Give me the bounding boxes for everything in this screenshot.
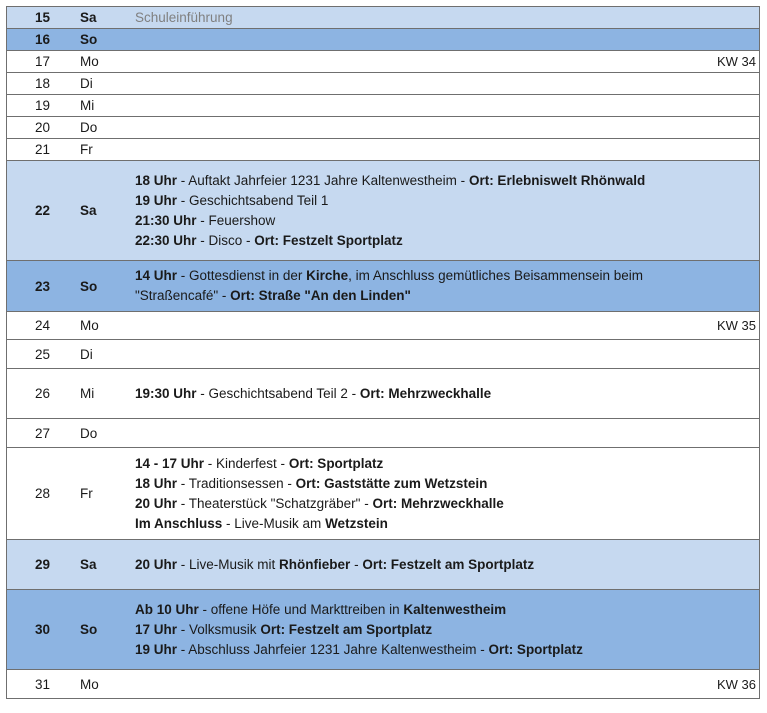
event-highlight: Ort: Gaststätte zum Wetzstein xyxy=(295,475,488,491)
day-number: 18 xyxy=(7,73,79,95)
event-highlight: 20 Uhr xyxy=(135,556,178,572)
day-number: 19 xyxy=(7,95,79,117)
event-highlight: Ort: Mehrzweckhalle xyxy=(359,385,492,401)
event-highlight: 17 Uhr xyxy=(135,621,178,637)
event-highlight: 18 Uhr xyxy=(135,172,178,188)
event-highlight: 18 Uhr xyxy=(135,475,178,491)
event-text: - Feuershow xyxy=(196,212,276,228)
weekday: So xyxy=(78,590,132,670)
day-number: 28 xyxy=(7,448,79,540)
event-line xyxy=(135,171,756,191)
event-line xyxy=(135,231,756,251)
event-text: - Traditionsessen - xyxy=(177,475,296,491)
calendar-row xyxy=(7,369,760,419)
event-highlight: 14 - 17 Uhr xyxy=(135,455,205,471)
event-description xyxy=(132,73,760,95)
event-line xyxy=(135,211,756,231)
event-highlight: Ort: Sportplatz xyxy=(488,641,583,657)
event-highlight: Ort: Mehrzweckhalle xyxy=(372,495,504,511)
event-highlight: Ort: Straße "An den Linden" xyxy=(230,288,411,303)
event-text: "Straßencafé" - xyxy=(135,288,231,303)
event-highlight: Im Anschluss xyxy=(135,515,223,531)
event-text: - Theaterstück "Schatzgräber" - xyxy=(177,495,373,511)
event-highlight: 19 Uhr xyxy=(135,641,178,657)
weekday: Mo xyxy=(78,312,132,340)
event-text: - Kinderfest - xyxy=(204,455,289,471)
event-line xyxy=(135,266,756,286)
calendar-row xyxy=(7,117,760,139)
weekday: Do xyxy=(78,419,132,448)
calendar-row xyxy=(7,29,760,51)
calendar-row xyxy=(7,139,760,161)
day-number: 27 xyxy=(7,419,79,448)
event-calendar-table xyxy=(6,6,760,699)
calendar-week-label: KW 36 xyxy=(716,676,756,692)
event-line xyxy=(135,600,756,620)
weekday: Di xyxy=(78,340,132,369)
day-number: 21 xyxy=(7,139,79,161)
event-text: - Disco - xyxy=(196,232,255,248)
event-line xyxy=(135,384,756,404)
event-highlight: Wetzstein xyxy=(325,515,388,531)
weekday: Mo xyxy=(78,51,132,73)
weekday: So xyxy=(78,29,132,51)
weekday: Fr xyxy=(78,139,132,161)
day-number: 17 xyxy=(7,51,79,73)
event-text: - Geschichtsabend Teil 1 xyxy=(177,192,329,208)
event-highlight: Ort: Festzelt Sportplatz xyxy=(254,232,403,248)
event-text: - Abschluss Jahrfeier 1231 Jahre Kaltenwestheim - xyxy=(177,641,489,657)
event-highlight: Ab 10 Uhr xyxy=(135,601,199,617)
event-description xyxy=(132,95,760,117)
event-description xyxy=(132,261,760,312)
day-number: 16 xyxy=(7,29,79,51)
day-number: 31 xyxy=(7,670,79,699)
event-description xyxy=(132,51,760,73)
event-highlight: Ort: Erlebniswelt Rhönwald xyxy=(468,172,646,188)
event-description xyxy=(132,448,760,540)
calendar-row xyxy=(7,95,760,117)
calendar-row xyxy=(7,312,760,340)
event-highlight: Kaltenwestheim xyxy=(403,601,507,617)
day-number: 29 xyxy=(7,540,79,590)
calendar-row xyxy=(7,419,760,448)
event-text: , im Anschluss gemütliches Beisammensein beim xyxy=(348,268,643,283)
event-line xyxy=(135,191,756,211)
event-highlight: Ort: Festzelt am Sportplatz xyxy=(260,621,433,637)
event-text: - Auftakt Jahrfeier 1231 Jahre Kaltenwestheim - xyxy=(177,172,469,188)
event-description xyxy=(132,369,760,419)
event-description xyxy=(132,540,760,590)
calendar-week-label: KW 34 xyxy=(716,54,756,69)
calendar-row xyxy=(7,51,760,73)
event-highlight: Ort: Sportplatz xyxy=(288,455,384,471)
day-note: Schuleinführung xyxy=(135,10,233,25)
calendar-row xyxy=(7,161,760,261)
calendar-row xyxy=(7,7,760,29)
event-line xyxy=(135,555,756,575)
calendar-row xyxy=(7,340,760,369)
event-description xyxy=(132,139,760,161)
event-highlight: 19:30 Uhr xyxy=(135,385,197,401)
calendar-row xyxy=(7,670,760,699)
weekday: Mi xyxy=(78,95,132,117)
event-description xyxy=(132,340,760,369)
event-text: - Live-Musik mit xyxy=(177,556,280,572)
event-highlight: 14 Uhr xyxy=(135,268,178,283)
day-number: 26 xyxy=(7,369,79,419)
day-number: 30 xyxy=(7,590,79,670)
weekday: Fr xyxy=(78,448,132,540)
day-number: 23 xyxy=(7,261,79,312)
event-highlight: 22:30 Uhr xyxy=(135,232,197,248)
weekday: Di xyxy=(78,73,132,95)
day-number: 20 xyxy=(7,117,79,139)
event-description xyxy=(132,312,760,340)
event-highlight: 20 Uhr xyxy=(135,495,178,511)
calendar-row xyxy=(7,540,760,590)
weekday: Mo xyxy=(78,670,132,699)
event-highlight: Kirche xyxy=(306,268,349,283)
weekday: Mi xyxy=(78,369,132,419)
event-description xyxy=(132,29,760,51)
day-number: 22 xyxy=(7,161,79,261)
calendar-week-label: KW 35 xyxy=(716,318,756,333)
weekday: Do xyxy=(78,117,132,139)
calendar-row xyxy=(7,590,760,670)
event-description xyxy=(132,590,760,670)
event-line xyxy=(135,474,756,494)
event-line xyxy=(135,286,756,306)
calendar-row xyxy=(7,448,760,540)
event-line xyxy=(135,620,756,640)
event-highlight: 19 Uhr xyxy=(135,192,178,208)
calendar-row xyxy=(7,73,760,95)
day-number: 15 xyxy=(7,7,79,29)
event-line xyxy=(135,514,756,534)
event-description xyxy=(132,670,760,699)
event-highlight: Ort: Festzelt am Sportplatz xyxy=(362,556,535,572)
calendar-row xyxy=(7,261,760,312)
event-text: - Volksmusik xyxy=(177,621,261,637)
event-description xyxy=(132,7,760,29)
event-text: - xyxy=(350,556,363,572)
weekday: So xyxy=(78,261,132,312)
weekday: Sa xyxy=(78,7,132,29)
event-text: - offene Höfe und Markttreiben in xyxy=(198,601,404,617)
event-highlight: 21:30 Uhr xyxy=(135,212,197,228)
event-highlight: Rhönfieber xyxy=(279,556,351,572)
day-number: 24 xyxy=(7,312,79,340)
event-description xyxy=(132,117,760,139)
event-text: - Live-Musik am xyxy=(222,515,326,531)
event-description xyxy=(132,161,760,261)
weekday: Sa xyxy=(78,161,132,261)
day-number: 25 xyxy=(7,340,79,369)
event-description xyxy=(132,419,760,448)
event-line xyxy=(135,494,756,514)
event-text: - Geschichtsabend Teil 2 - xyxy=(196,385,360,401)
weekday: Sa xyxy=(78,540,132,590)
event-text: - Gottesdienst in der xyxy=(177,268,307,283)
event-line xyxy=(135,454,756,474)
event-line xyxy=(135,640,756,660)
